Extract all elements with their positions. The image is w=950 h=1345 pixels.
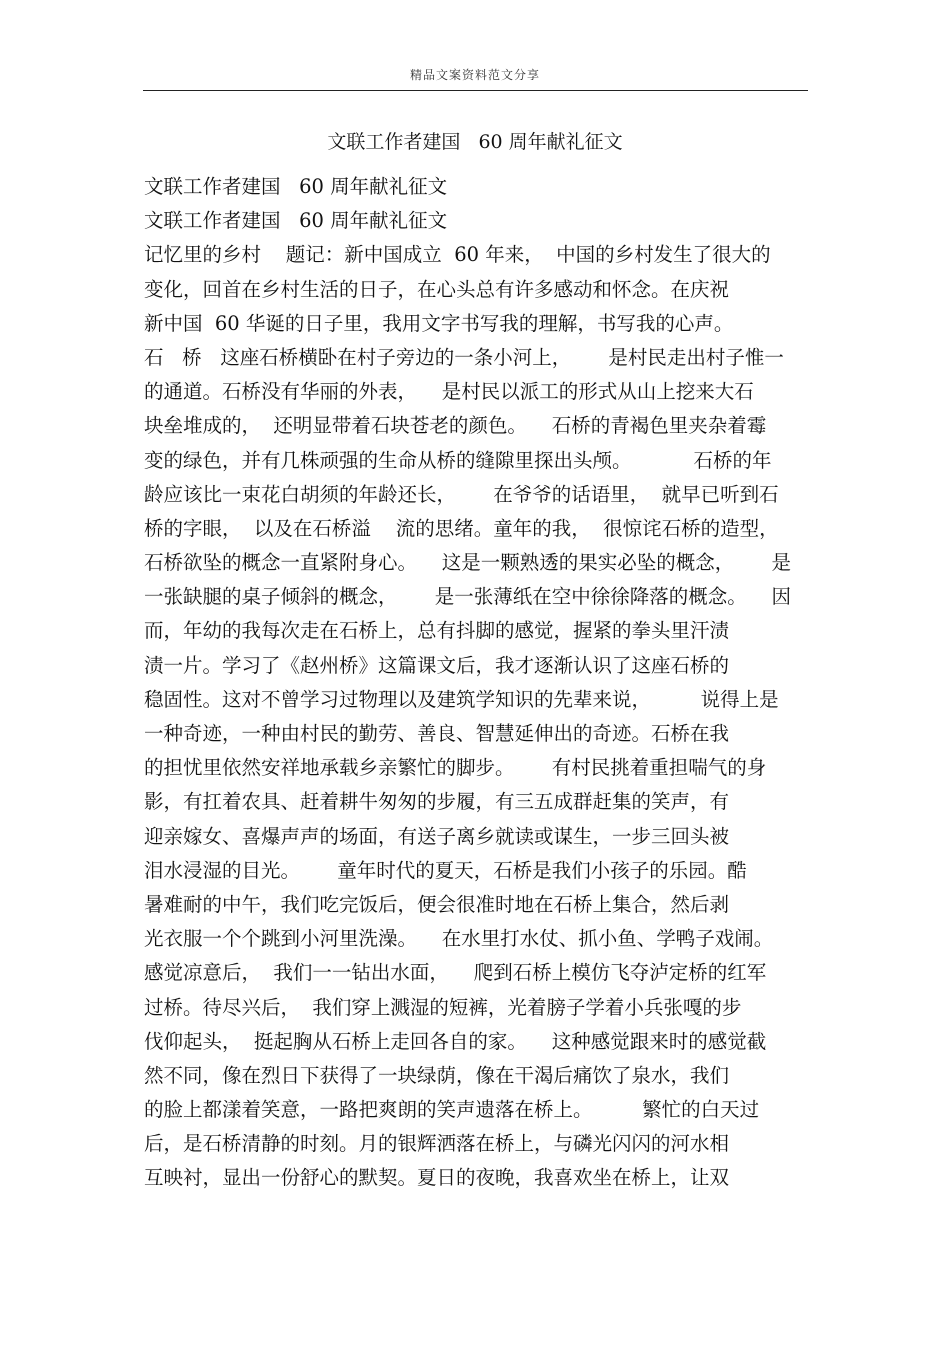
body-line: 块垒堆成的， 还明显带着石块苍老的颜色。 石桥的青褐色里夹杂着霉 — [144, 414, 767, 438]
header-divider — [143, 90, 808, 91]
body-line: 的脸上都漾着笑意，一路把爽朗的笑声遗落在桥上。 繁忙的白天过 — [144, 1098, 760, 1122]
body-line: 变化，回首在乡村生活的日子，在心头总有许多感动和怀念。在庆祝 — [144, 277, 730, 301]
body-line: 龄应该比一束花白胡须的年龄还长， 在爷爷的话语里， 就早已听到石 — [144, 482, 779, 506]
body-line: 过桥。待尽兴后， 我们穿上溅湿的短裤，光着膀子学着小兵张嘎的步 — [144, 995, 742, 1019]
body-line: 的通道。石桥没有华丽的外表， 是村民以派工的形式从山上挖来大石 — [144, 380, 754, 404]
body-line: 稳固性。这对不曾学习过物理以及建筑学知识的先辈来说， 说得上是 — [144, 687, 779, 711]
body-line: 迎亲嫁女、喜爆声声的场面，有送子离乡就读或谋生，一步三回头被 — [144, 824, 730, 848]
body-line: 变的绿色，并有几株顽强的生命从桥的缝隙里探出头颅。 石桥的年 — [144, 448, 772, 472]
body-line: 石桥欲坠的概念一直紧附身心。 这是一颗熟透的果实必坠的概念， 是 — [144, 551, 791, 575]
body-line: 泪水浸湿的目光。 童年时代的夏天，石桥是我们小孩子的乐园。酷 — [144, 858, 747, 882]
body-line: 后，是石桥清静的时刻。月的银辉洒落在桥上，与磷光闪闪的河水相 — [144, 1132, 730, 1156]
body-line: 记忆里的乡村 题记：新中国成立 60 年来， 中国的乡村发生了很大的 — [144, 243, 771, 267]
body-line: 而，年幼的我每次走在石桥上，总有抖脚的感觉，握紧的拳头里汗渍 — [144, 619, 730, 643]
body-line: 文联工作者建国 60 周年献礼征文 — [144, 175, 448, 198]
body-line: 互映衬，显出一份舒心的默契。夏日的夜晚，我喜欢坐在桥上，让双 — [144, 1166, 730, 1190]
body-line: 暑难耐的中午，我们吃完饭后，便会很准时地在石桥上集合，然后剥 — [144, 892, 730, 916]
page-header: 精品文案资料范文分享 — [409, 68, 540, 82]
body-line: 光衣服一个个跳到小河里洗澡。 在水里打水仗、抓小鱼、学鸭子戏闹。 — [144, 927, 774, 951]
body-line: 的担忧里依然安祥地承载乡亲繁忙的脚步。 有村民挑着重担喘气的身 — [144, 756, 767, 780]
body-line: 伐仰起头， 挺起胸从石桥上走回各自的家。 这种感觉跟来时的感觉截 — [144, 1029, 767, 1053]
document-body — [144, 170, 824, 1196]
body-line: 一种奇迹，一种由村民的勤劳、善良、智慧延伸出的奇迹。石桥在我 — [144, 722, 730, 745]
body-line: 一张缺腿的桌子倾斜的概念， 是一张薄纸在空中徐徐降落的概念。 因 — [144, 585, 791, 609]
body-line: 然不同，像在烈日下获得了一块绿荫，像在干渴后痛饮了泉水，我们 — [144, 1063, 730, 1087]
body-line: 渍一片。学习了《赵州桥》这篇课文后，我才逐渐认识了这座石桥的 — [144, 653, 730, 677]
body-line: 文联工作者建国 60 周年献礼征文 — [144, 209, 448, 233]
document-title: 文联工作者建国 60 周年献礼征文 — [327, 131, 623, 153]
body-line: 桥的字眼， 以及在石桥溢 流的思绪。童年的我， 很惊诧石桥的造型， — [144, 516, 779, 540]
body-line: 感觉凉意后， 我们一一钻出水面， 爬到石桥上模仿飞夺泸定桥的红军 — [144, 961, 767, 985]
body-line: 影，有扛着农具、赶着耕牛匆匆的步履，有三五成群赶集的笑声，有 — [144, 790, 730, 814]
body-line: 新中国 60 华诞的日子里，我用文字书写我的理解，书写我的心声。 — [144, 311, 734, 335]
body-line: 石 桥 这座石桥横卧在村子旁边的一条小河上， 是村民走出村子惟一 — [144, 345, 784, 369]
